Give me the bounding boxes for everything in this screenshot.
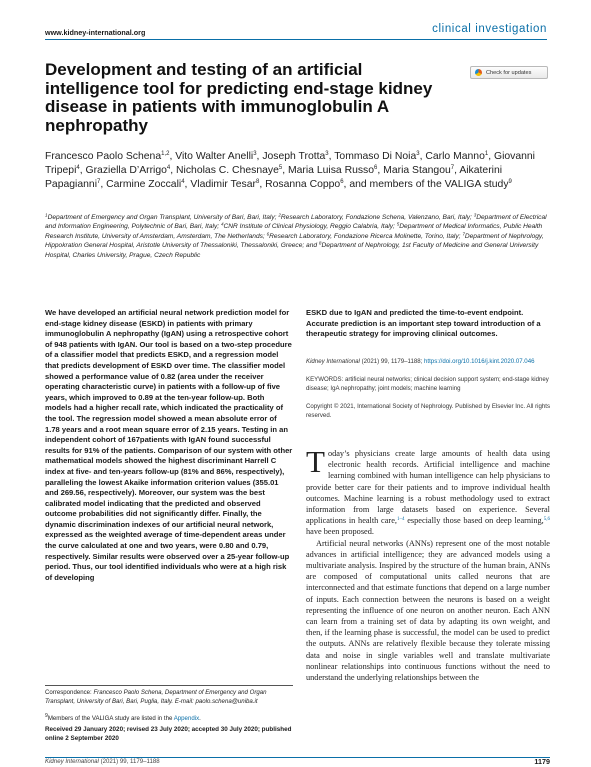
author-affiliation-sup: 4 xyxy=(166,165,171,172)
author-affiliation-sup: 1,2 xyxy=(161,151,170,157)
body-p1-text-b: especially those based on deep learning, xyxy=(404,516,544,526)
author-list: Francesco Paolo Schena$^{1,2}$, Vito Walter Anelli$^3$, Joseph Trotta$^3$, Tommaso Di Noia$^3$, Carlo Manno$^1$, Giovanni Tripepi$^4$, Graziella D’Arrigo$^4$, Nicholas C. Chesnaye$^5$, Maria Luisa Russo$^6$, Maria Stangou$^7$, Aikaterini Papagianni$^7$, Carmine Zoccali$^4$, Vladimir Tesar$^8$, Rosanna Coppo$^6$, and members of the VALIGA study$^9$ xyxy=(45,151,535,191)
author-affiliation-sup: 3 xyxy=(253,151,257,157)
keywords-text: artificial neural networks; clinical decision support system; end-stage kidney disease; IgA nephropathy; joint models; machine learning xyxy=(306,376,549,392)
affiliation-text: Department of Nephrology, 1st Faculty of Medicine and General University Hospital, Charles University, Prague, Czech Republic xyxy=(45,242,539,259)
author-name: Carlo Manno xyxy=(425,151,485,162)
author-name: Giovanni Tripepi xyxy=(45,151,535,177)
footer-journal xyxy=(45,758,160,765)
correspondence-label: Correspondence: xyxy=(45,689,94,696)
authors-tail-sup: 9 xyxy=(508,179,512,186)
journal-url[interactable]: www.kidney-international.org xyxy=(45,28,146,37)
keywords-label: KEYWORDS: xyxy=(306,376,345,383)
abstract-right-column: ESKD due to IgAN and predicted the time-to-event endpoint. Accurate prediction is an important step toward introduction of a therapeutic strategy for improving clinical outcomes. xyxy=(306,308,541,339)
affiliation-sup: 1 xyxy=(45,212,48,218)
author-affiliation-sup: 7 xyxy=(97,179,101,186)
page-number: 1179 xyxy=(534,757,550,766)
author-name: Nicholas C. Chesnaye xyxy=(176,165,279,177)
received-dates: Received 29 January 2020; revised 23 July 2020; accepted 30 July 2020; published online 2 September 2020 xyxy=(45,726,292,742)
valiga-end: . xyxy=(199,715,201,723)
drop-cap: T xyxy=(306,444,325,479)
citation-ref-2[interactable]: 5,6 xyxy=(543,517,550,523)
copyright-notice: Copyright © 2021, International Society of Nephrology. Published by Elsevier Inc. All rights reserved. xyxy=(306,403,550,419)
affiliation-sup: 8 xyxy=(318,240,322,246)
author-affiliation-sup: 7 xyxy=(450,165,455,172)
affiliation-text: Department of Electrical and Information Engineering, Polytechnic of Bari, Bari, Italy; xyxy=(45,214,547,231)
body-paragraph-1 xyxy=(306,444,550,538)
citation-details: (2021) 99, 1179–1188; xyxy=(359,358,425,365)
doi-link[interactable]: https://doi.org/10.1016/j.kint.2020.07.046 xyxy=(424,358,535,365)
footer-journal-name: Kidney International xyxy=(45,758,99,765)
affiliation-text: Research Laboratory, Fondazione Schena, Valenzano, Bari, Italy; xyxy=(280,214,474,221)
author-name: Rosanna Coppo xyxy=(265,179,341,191)
affiliation-sup: 7 xyxy=(462,231,465,237)
affiliation-text: Department of Medical Informatics, Public Health Research Institute, University of Amsterdam, Amsterdam, The Netherlands; xyxy=(45,223,543,240)
author-affiliation-sup: 3 xyxy=(416,151,420,157)
author-affiliation-sup: 4 xyxy=(181,179,185,186)
correspondence-text: Francesco Paolo Schena, Department of Emergency and Organ Transplant, University of Bari, Bari, Puglia, Italy. E-mail: paolo.schena@uniba.it xyxy=(45,689,267,705)
author-name: Aikaterini Papagianni xyxy=(45,165,503,191)
affiliation-text: Department of Nephrology, Hippokration General Hospital, Aristotle University of Thessaloniki, Thessaloniki, Greece; and xyxy=(45,232,544,250)
author-name: Joseph Trotta xyxy=(262,151,326,162)
valiga-sup: 9 xyxy=(45,713,48,719)
article-title: Development and testing of an artificial intelligence tool for predicting end-stage kidney disease in patients with immunoglobulin A nephropathy xyxy=(45,60,433,135)
author-affiliation-sup: 8 xyxy=(255,179,260,186)
footnote-rule xyxy=(45,685,293,686)
abstract-left-column: We have developed an artificial neural network prediction model for end-stage kidney disease (ESKD) in patients with primary immunoglobulin A nephropathy (IgAN) using a retrospective cohort of 948 patients with IgAN. Our tool is based on a two-step procedure of a classifier model that predicts ESKD, and a regression model that predicts development of ESKD over time. The classifier model showed a performance value of 0.82 (area under the receiver operating characteristic curve) in patients with a follow-up of five years, which improved to 0.89 at the ten-year follow-up. Both models had a higher recall rate, which indicated the practicality of the tool. The regression model showed a mean absolute error of 1.78 years and a root mean square error of 2.15 years. Testing in an independent cohort of 167patients with IgAN found successful results for 91% of the patients. Comparison of our system with other mathematical models showed the highest discriminant Harrell C index at five- and ten-years follow-up (81% and 86%, respectively), paralleling the lowest Akaike information criterion values (355.01 and 269.56, respectively). Moreover, our system was the best calibrated model indicating that the predicted and observed outcome probabilities did not significantly differ. Finally, the dynamic discrimination indexes of our artificial neural network, expressed as the weighted average of time-dependent areas under the curve calculated at one and two years, were 0.80 and 0.79, respectively. Similar results were observed over a 25-year follow-up period. Thus, our tool identified individuals who were at a high risk of developing xyxy=(45,308,293,582)
body-p1-text-c: have been proposed. xyxy=(306,527,374,537)
author-name: Vito Walter Anelli xyxy=(175,151,254,162)
author-affiliation-sup: 6 xyxy=(374,165,378,172)
author-affiliation-sup: 1 xyxy=(484,151,489,157)
body-text xyxy=(306,444,550,683)
affiliations xyxy=(45,213,550,260)
appendix-link[interactable]: Appendix xyxy=(173,715,200,723)
affiliation-sup: 6 xyxy=(266,231,270,237)
author-name: Vladimir Tesar xyxy=(190,179,256,191)
crossmark-icon xyxy=(475,69,482,76)
author-name: Tommaso Di Noia xyxy=(334,151,417,162)
section-label: clinical investigation xyxy=(432,23,547,35)
author-name: Francesco Paolo Schena xyxy=(45,151,162,162)
author-affiliation-sup: 3 xyxy=(325,151,329,157)
correspondence xyxy=(45,689,293,706)
header-rule xyxy=(45,39,547,40)
affiliation-sup: 2 xyxy=(278,212,281,218)
affiliation-text: Department of Emergency and Organ Transplant, University of Bari, Bari, Italy; xyxy=(47,214,279,221)
affiliation-text: CNR Institute of Clinical Physiology, Reggio Calabria, Italy; xyxy=(223,223,397,231)
affiliation-sup: 3 xyxy=(473,212,477,218)
affiliation-sup: 5 xyxy=(396,221,400,227)
author-name: Carmine Zoccali xyxy=(106,179,182,191)
author-name: Maria Stangou xyxy=(383,165,451,177)
authors-tail: , and members of the VALIGA study xyxy=(343,179,509,191)
check-for-updates-label: Check for updates xyxy=(486,69,532,76)
footer-journal-details: (2021) 99, 1179–1188 xyxy=(98,758,160,765)
citation-journal: Kidney International xyxy=(306,358,360,365)
valiga-footnote xyxy=(45,712,293,724)
affiliation-sup: 4 xyxy=(220,221,224,227)
author-name: Graziella D’Arrigo xyxy=(85,165,167,177)
citation xyxy=(306,358,550,367)
body-p1-text-a: oday’s physicians create large amounts of health data using electronic health records. Artificial intelligence and machine learning combined with human intelligence can help physicians to provide better care for their patients and to improve individual health outcomes. Machine learning is a robust methodology used to extract information from large datasets based on experience. Several applications in health care, xyxy=(306,449,550,526)
valiga-text: Members of the VALIGA study are listed in the xyxy=(47,715,174,723)
citation-ref-1[interactable]: 1–4 xyxy=(396,517,405,523)
keywords xyxy=(306,376,550,393)
author-affiliation-sup: 4 xyxy=(76,165,80,172)
body-paragraph-2: Artificial neural networks (ANNs) represent one of the most notable advances in artificial intelligence; they are advanced models using a multivariate analysis. Inspired by the structure of the human brain, ANNs are composed of computational units called neurons that are interconnected and that estimate functions that depend on a large number of inputs. Each connection between the neurons is based on a weight representing the influence of one neuron on another neuron. Each ANN can learn from a training set of data by adapting its own weight, and then, if the learning phase is successful, the model can be used to predict the outputs. ANNs are relatively flexible because they tolerate missing data and noise in single variables well and translate multivariate nonlinear relationships into continuous functions without the need to understand the underlying relationships between the xyxy=(306,538,550,683)
affiliation-text: Research Laboratory, Fondazione Ricerca Molinette, Torino, Italy; xyxy=(269,232,463,240)
author-affiliation-sup: 5 xyxy=(278,165,283,172)
author-name: Maria Luisa Russo xyxy=(287,165,375,177)
author-affiliation-sup: 6 xyxy=(340,179,344,186)
check-for-updates-button[interactable] xyxy=(470,66,548,79)
